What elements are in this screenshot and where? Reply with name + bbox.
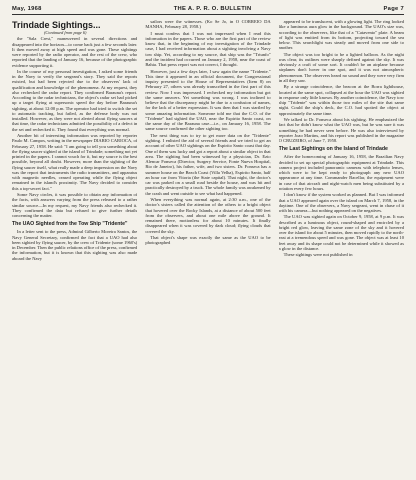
paragraph: We talked to Dr. Fonseca about his sighting. He emphasized the fact that he didn't know what the UAO was, but he was sure it was something he had never seen before. He was also interviewed by reporter Joao Martins, and his report was published in the magazine O CRUZEIRO, of June 7, 1958. bbox=[278, 117, 404, 144]
continued-note: (Continued from page 6) bbox=[44, 30, 87, 35]
article-title: Trindade Sightings... bbox=[12, 20, 101, 30]
header-publication: THE A. P. R. O. BULLETIN bbox=[173, 6, 252, 12]
header-page-number: Page 7 bbox=[383, 6, 404, 12]
paragraph: the "Sala Crest," maneuvered in several directions and disappeared into the horizon—to come back just a few seconds later. It then moved away at high speed and was gone. These sightings were reported by the radio operator, and the rest of the crew, who reported that the landing of January 16, because of the photographic evidence supporting it. bbox=[12, 36, 138, 68]
paragraph: The object was too bright to be a lighted balloon. As the night was clear, its outlines were sharply defined against the sky. It was obviously a craft of some sort. It couldn't be an airplane because airplanes don't hover in one spot, and it was not atmospheric phenomenon. The observers heard no sound and they were very firm in all they saw. bbox=[278, 51, 404, 83]
page-header bbox=[12, 6, 404, 15]
paragraph: These sightings were not published in bbox=[283, 252, 353, 258]
paragraph: Another bit of interesting information was reported by reporter Paulo M. Campos, writing in the newspaper DIARIO CARIOCA, of February 27, 1958. He said: "I am going to tell you something about the flying saucer sighted at the island of Trindade; something not yet printed in the papers. I cannot vouch for it, but my source is the best possible, beyond all doubt. However, more than the sighting of the flying saucer itself, what really made a deep impression on the Navy was the report that instruments the radio transmitters, and apparatus with magnetic needles, ceased operating while the flying object remained in the island's proximity. The Navy decided to consider this a top-secret fact." bbox=[12, 133, 138, 191]
paragraph: Some Navy circles, it was possible to obtain any information of the facts, with answers varying from the press released to a rather similar source—In my request, my Navy friends also rechecked it. They confirmed the data but refused to give further details concerning the matter. bbox=[12, 192, 138, 219]
paragraph: The UAO was sighted again on October 9, 1958, at 9 p.m. It was described as a luminous object, round-shaped and encircled by a bright red glow, leaving the same zone of the sky and it hovered over the island for about 5 minutes, then moved rapidly to the north-east at a tremendous speed and was gone. The object was at least 10 feet away and its shape could not be determined while it showed as a glow in the distance. bbox=[278, 214, 404, 251]
article-columns bbox=[12, 19, 404, 474]
paragraph: In a letter sent to the press, Admiral Gilberto Moreira Santos, the Navy General Secretary, confirmed the fact that a UAO had also been sighted by flying saucer, by the crew of Tridente (some 1960's) in December. Then the public relations office of the press, confirmed the information, but it is known that this sighting was also made aboard the Navy bbox=[12, 229, 138, 261]
column-middle bbox=[145, 19, 270, 474]
column-right bbox=[279, 19, 404, 474]
column-left bbox=[12, 19, 137, 474]
paragraph: In the course of my personal investigation, I asked some friends in the Navy to verify the sergeant's story. They said the reports existed, but had been rejected due to the observers' lack of qualification and knowledge of the phenomena. At my request, they also rechecked the radar report. They confirmed Barauna's report. According to the radar technicians, the object's radar set had picked up a target flying at supersonic speed the day before Barauna's sighting, at about 12:00 p.m. The operator had tried to switch the set to automatic tracking, but failed, as the defense body was not installed. However, as they were not alerted about flying saucers at that time, the radar technicians admitted the possibility of a defect in the set and rechecked it. They found that everything was normal. bbox=[12, 68, 138, 132]
header-date: May, 1968 bbox=[12, 6, 42, 12]
paragraph: The next thing was to try to get more data on the "Tridente" sighting. I enlisted the aid of several friends and we tried to get an account of other UAO sightings on the Espirito Santo coast that day. One of them was lucky and got a report about a similar object in that area. The sighting had been witnessed by a physician, Dr. Ezio Alencar Fonseca (Director, Surgery Service, Fonte Nueva Hospital, Rio de Janeiro), his father, wife, and two sisters. Dr. Fonseca has a summer house on the Beach Coast (Villa Velha), Espirito Santo, half an hour car from Vitoria (the State capital). That night, the doctor's car was parked on a small road beside the house, and was hit and practically destroyed by a truck. The whole family was awakened by the crash and went outside to see what had happened. bbox=[145, 132, 271, 196]
paragraph: I don't know if the system worked as planned. But I was informed that a UAO appeared again over the island on March 7, 1958, in the daytime. One of the observers, a Navy sergeant, went in chase of it with his camera—but nothing appeared on the negatives. bbox=[278, 192, 404, 213]
paragraph: I must confess that I was not impressed when I read this information in the papers. Those who are the first part of the review know that, in the beginning of my investigation of the Trindade case, I had received information about a sighting involving a Navy tow ship. Yet, according to my source, that ship was the "Triunfo" and the incident had occurred on January 2, 1958, near the coast of Bahia. That press report was not correct, I thought. bbox=[145, 30, 271, 68]
paragraph: However, just a few days later, I saw again the name "Tridente." This time it appeared in an official document, the Congressional inquiry presented to the House of Representatives (Item 8) on February 27, others was already transcribed in the first part of this review. Now I was impressed. I rechecked my information but got the same answers. Yet something was wrong. I was inclined to believe that the discrepancy might be due to a confusion of names, for the lack of a better expression. It was then that I was startled by some amazing information. Someone told me that the C.O. of the "Tridente" had sighted the UAO, near the Espirito Santo coast, on the same day of the Barauna case—i.e., on January 16, 1958. The same source confirmed the other sighting too. bbox=[145, 68, 271, 132]
section-subhead: The Last Sightings on the Island of Trindade bbox=[278, 146, 388, 153]
paragraph: After the homecoming of January 16, 1958, the Brazilian Navy decided to set up special photographic equipment at Trindade. This camera project included panoramic cameras with telephoto lenses, which were to be kept ready to photograph any new UAO appearance at any time. Commander Bacellar, the equipment were in case of that aircraft and night-watch men being substituted by a rotation every few hours. bbox=[278, 154, 404, 191]
paragraph: When everything was normal again, at 2:30 a.m., one of the doctor's sisters called the attention of the others to a bright object that hovered over the Rocky Islands, at a distance of about 500 feet from the observers, and about one mile above the ground. It remained there, motionless for about 10 minutes. It finally disappeared when it was covered by dark cloud; flying clouds that covered the sky. bbox=[145, 197, 271, 234]
paragraph: By a strange coincidence, the beacon at the Borra lighthouse, located at the same spot, collapsed at the hour the UAO was sighted in response only little known. By another coincidence, the Navy tow ship "Tridente" was within those two miles of the site that same night. Could the ship's deck, the C.O. had spotted the object at approximately the same time. bbox=[278, 84, 404, 116]
paragraph: appeared to be translucent, with a glowing light. The ring looked like a luminous aura glow in the background. The UAO's size was, according to the observers, like that of a "Catavento" plate. A beam of light was emitted from its bottom, projecting toward the sea below. This searchlight was steady and moved from one side to another. bbox=[278, 19, 404, 51]
section-subhead: The UAO Sighted from the Tow Ship "Tridente" bbox=[12, 221, 128, 228]
paragraph: sailors were the witnesses. (Ko Se Jo, in O CORREIO DA MANHA, February 28, 1958.) bbox=[145, 19, 271, 30]
paragraph: That object's shape was exactly the same as the UAO to be photographed bbox=[145, 234, 271, 246]
